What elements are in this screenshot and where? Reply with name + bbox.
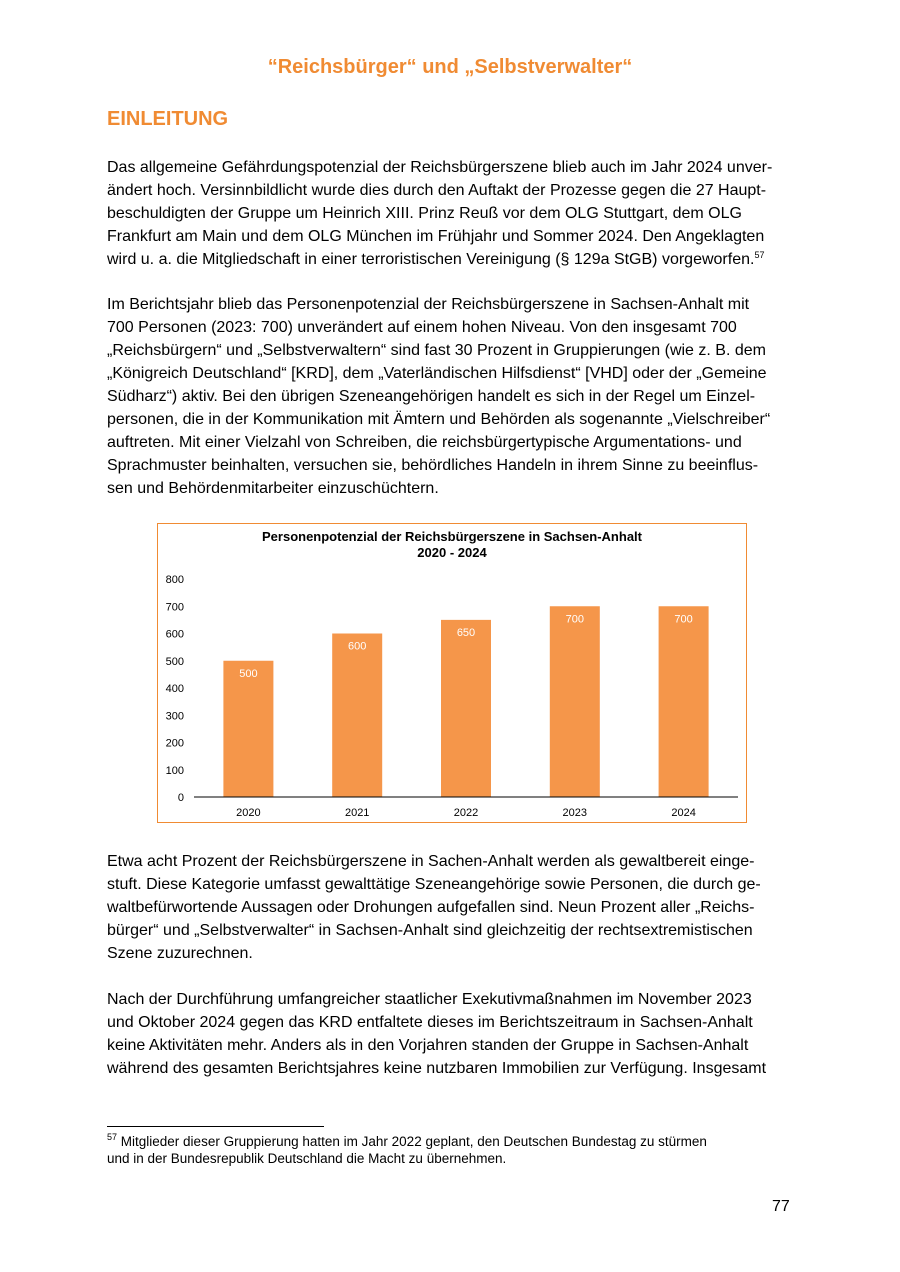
text-line: 700 Personen (2023: 700) unverändert auf einem hohen Niveau. Von den insgesamt 700	[107, 319, 737, 336]
text-line: keine Aktivitäten mehr. Anders als in den Vorjahren standen der Gruppe in Sachsen-Anhalt	[107, 1037, 749, 1054]
text-line: Frankfurt am Main und dem OLG München im Frühjahr und Sommer 2024. Den Angeklagten	[107, 228, 765, 245]
text-line: bürger“ und „Selbstverwalter“ in Sachsen-Anhalt sind gleichzeitig der rechtsextremistischen	[107, 922, 753, 939]
bar-value-label: 650	[456, 626, 476, 639]
text-line: während des gesamten Berichtsjahres keine nutzbaren Immobilien zur Verfügung. Insgesamt	[107, 1060, 767, 1077]
text-line: Etwa acht Prozent der Reichsbürgerszene in Sachen-Anhalt werden als gewaltbereit einge-	[107, 853, 755, 870]
y-tick-label: 800	[165, 574, 184, 586]
footnote-reference[interactable]: 57	[754, 250, 765, 260]
bar	[223, 661, 273, 797]
bar-value-label: 700	[565, 613, 584, 626]
paragraph-personenpotenzial	[107, 293, 807, 500]
bar	[332, 634, 382, 798]
bar-value-label: 700	[674, 613, 693, 626]
footnote-divider	[107, 1126, 324, 1127]
text-line: personen, die in der Kommunikation mit Ämtern und Behörden als sogenannte „Vielschreiber“	[107, 411, 771, 428]
text-line: stuft. Diese Kategorie umfasst gewalttätige Szeneangehörige sowie Personen, die durch ge-	[107, 876, 761, 893]
text-line: „Reichsbürgern“ und „Selbstverwaltern“ sind fast 30 Prozent in Gruppierungen (wie z. B. dem	[107, 342, 766, 359]
text-line: Das allgemeine Gefährdungspotenzial der Reichsbürgerszene blieb auch im Jahr 2024 unver-	[107, 159, 773, 176]
text-line: wird u. a. die Mitgliedschaft in einer terroristischen Vereinigung (§ 129a StGB) vorgeworfen.	[107, 251, 755, 268]
page-heading: “Reichsbürger“ und „Selbstverwalter“	[267, 56, 633, 78]
footnote-line	[107, 1133, 807, 1150]
chart-plot	[158, 524, 748, 824]
y-tick-label: 300	[165, 710, 184, 723]
text-line: sen und Behördenmitarbeiter einzuschüchtern.	[107, 480, 439, 497]
text-line: Sprachmuster beinhalten, versuchen sie, behördliches Handeln in ihrem Sinne zu beeinflus-	[107, 457, 759, 474]
y-tick-label: 200	[165, 737, 184, 750]
x-tick-label: 2021	[344, 807, 370, 819]
footnote-text: Mitglieder dieser Gruppierung hatten im Jahr 2022 geplant, den Deutschen Bundestag zu stürmen	[120, 1134, 707, 1149]
paragraph-gewaltbereit	[107, 850, 807, 965]
footnote-text: und in der Bundesrepublik Deutschland die Macht zu übernehmen.	[107, 1151, 507, 1166]
bar	[550, 606, 600, 797]
bar	[441, 620, 491, 797]
bar-value-label: 500	[239, 667, 258, 680]
footnote	[107, 1133, 807, 1167]
x-tick-label: 2023	[562, 807, 588, 819]
text-line: „Königreich Deutschland“ [KRD], dem „Vaterländischen Hilfsdienst“ [VHD] oder der „Gemeine	[107, 365, 767, 382]
x-tick-label: 2020	[236, 807, 261, 819]
text-line: waltbefürwortende Aussagen oder Drohungen aufgefallen sind. Neun Prozent aller „Reichs-	[107, 899, 755, 916]
y-tick-label: 600	[165, 628, 184, 641]
text-line-with-footnote	[107, 248, 807, 271]
y-tick-label: 100	[165, 764, 184, 777]
text-line: Nach der Durchführung umfangreicher staatlicher Exekutivmaßnahmen im November 2023	[107, 991, 752, 1008]
y-tick-label: 700	[165, 601, 184, 614]
text-line: und Oktober 2024 gegen das KRD entfaltete dieses im Berichtszeitraum in Sachsen-Anhalt	[107, 1014, 753, 1031]
chart-title: Personenpotenzial der Reichsbürgerszene in Sachsen-Anhalt	[262, 529, 642, 544]
section-title: EINLEITUNG	[107, 108, 229, 130]
chart-subtitle: 2020 - 2024	[417, 545, 487, 560]
x-tick-label: 2022	[453, 807, 479, 819]
y-tick-label: 400	[165, 683, 184, 695]
text-line: Südharz“) aktiv. Bei den übrigen Szeneangehörigen handelt es sich in der Regel um Einzel-	[107, 388, 756, 405]
bar	[659, 606, 709, 797]
bar-value-label: 600	[348, 640, 367, 653]
bar-chart	[157, 523, 747, 823]
text-line: ändert hoch. Versinnbildlicht wurde dies durch den Auftakt der Prozesse gegen die 27 Haupt-	[107, 182, 767, 199]
y-tick-label: 500	[165, 655, 184, 668]
paragraph-krd	[107, 988, 807, 1080]
text-line: Im Berichtsjahr blieb das Personenpotenzial der Reichsbürgerszene in Sachsen-Anhalt mit	[107, 296, 750, 313]
y-tick-label: 0	[177, 792, 184, 804]
footnote-number: 57	[107, 1132, 118, 1142]
paragraph-intro	[107, 156, 807, 271]
page-number: 77	[772, 1198, 790, 1215]
text-line: Szene zuzurechnen.	[107, 945, 253, 962]
text-line: auftreten. Mit einer Vielzahl von Schreiben, die reichsbürgertypische Argumentations- und	[107, 434, 742, 451]
x-tick-label: 2024	[671, 807, 696, 819]
text-line: beschuldigten der Gruppe um Heinrich XIII. Prinz Reuß vor dem OLG Stuttgart, dem OLG	[107, 205, 742, 222]
